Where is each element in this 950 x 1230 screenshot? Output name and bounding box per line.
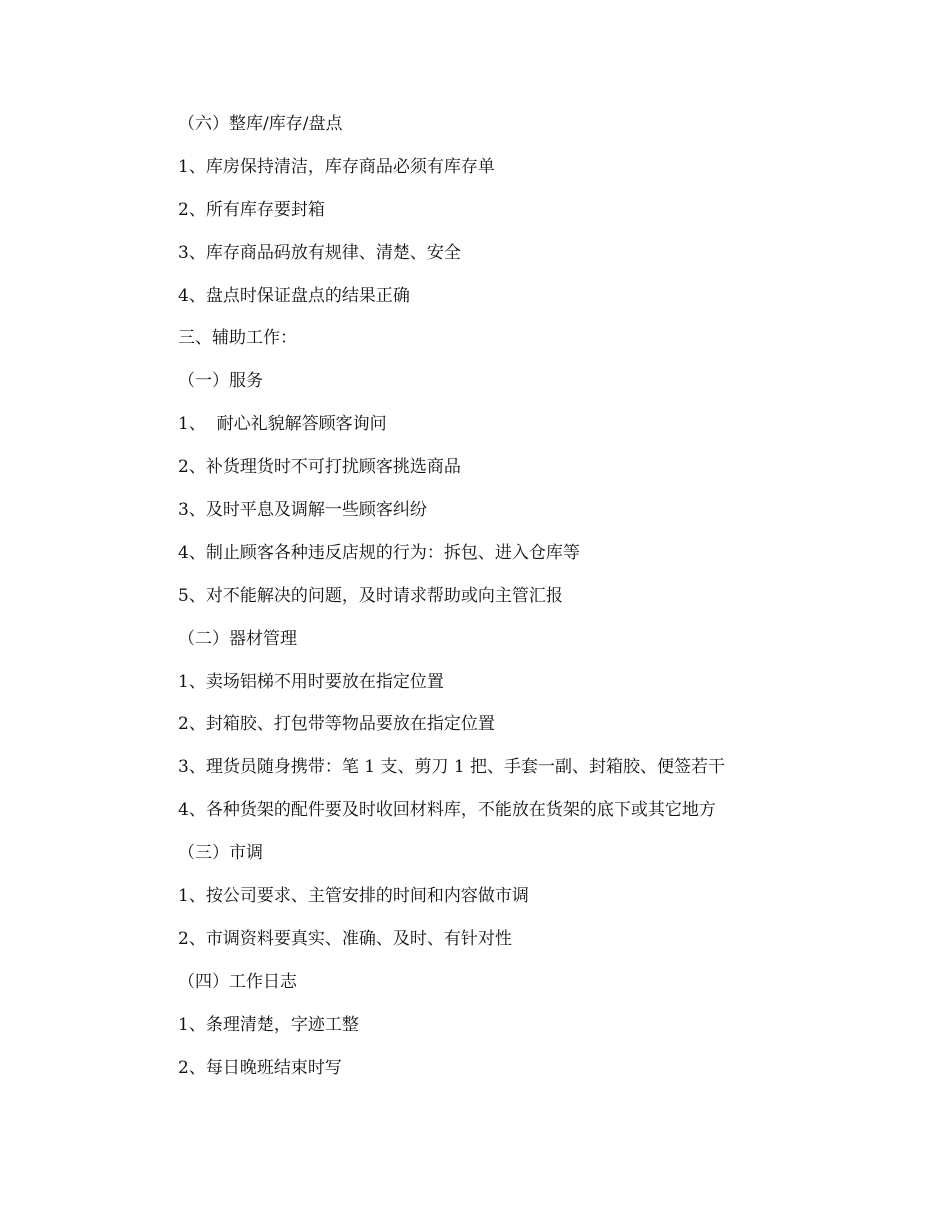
section-heading: （六）整库/库存/盘点 (178, 114, 343, 134)
list-item: 2、每日晚班结束时写 (178, 1057, 342, 1078)
list-item: 2、补货理货时不可打扰顾客挑选商品 (178, 457, 461, 478)
list-item: 2、所有库存要封箱 (178, 199, 325, 220)
section-heading: （一）服务 (178, 371, 263, 392)
list-item: 5、对不能解决的问题，及时请求帮助或向主管汇报 (178, 585, 563, 606)
list-item: 3、及时平息及调解一些顾客纠纷 (178, 500, 427, 521)
section-heading: （三）市调 (178, 843, 263, 864)
list-item: 1、库房保持清洁，库存商品必须有库存单 (178, 156, 495, 177)
list-item: 1、 耐心礼貌解答顾客询问 (178, 414, 387, 435)
list-item: 4、制止顾客各种违反店规的行为：拆包、进入仓库等 (178, 542, 580, 563)
list-item: 1、卖场铝梯不用时要放在指定位置 (178, 671, 444, 692)
list-item: 3、库存商品码放有规律、清楚、安全 (178, 242, 461, 263)
document-body (178, 109, 878, 1095)
chapter-heading: 三、辅助工作： (178, 328, 297, 349)
section-heading: （二）器材管理 (178, 628, 297, 649)
list-item: 2、封箱胶、打包带等物品要放在指定位置 (178, 714, 495, 735)
list-item: 2、市调资料要真实、准确、及时、有针对性 (178, 928, 512, 949)
list-item: 4、盘点时保证盘点的结果正确 (178, 285, 410, 306)
list-item: 1、按公司要求、主管安排的时间和内容做市调 (178, 886, 529, 907)
list-item: 4、各种货架的配件要及时收回材料库，不能放在货架的底下或其它地方 (178, 800, 716, 821)
list-item: 3、理货员随身携带：笔 1 支、剪刀 1 把、手套一副、封箱胶、便签若干 (178, 757, 726, 778)
section-heading: （四）工作日志 (178, 971, 297, 992)
list-item: 1、条理清楚，字迹工整 (178, 1014, 359, 1035)
